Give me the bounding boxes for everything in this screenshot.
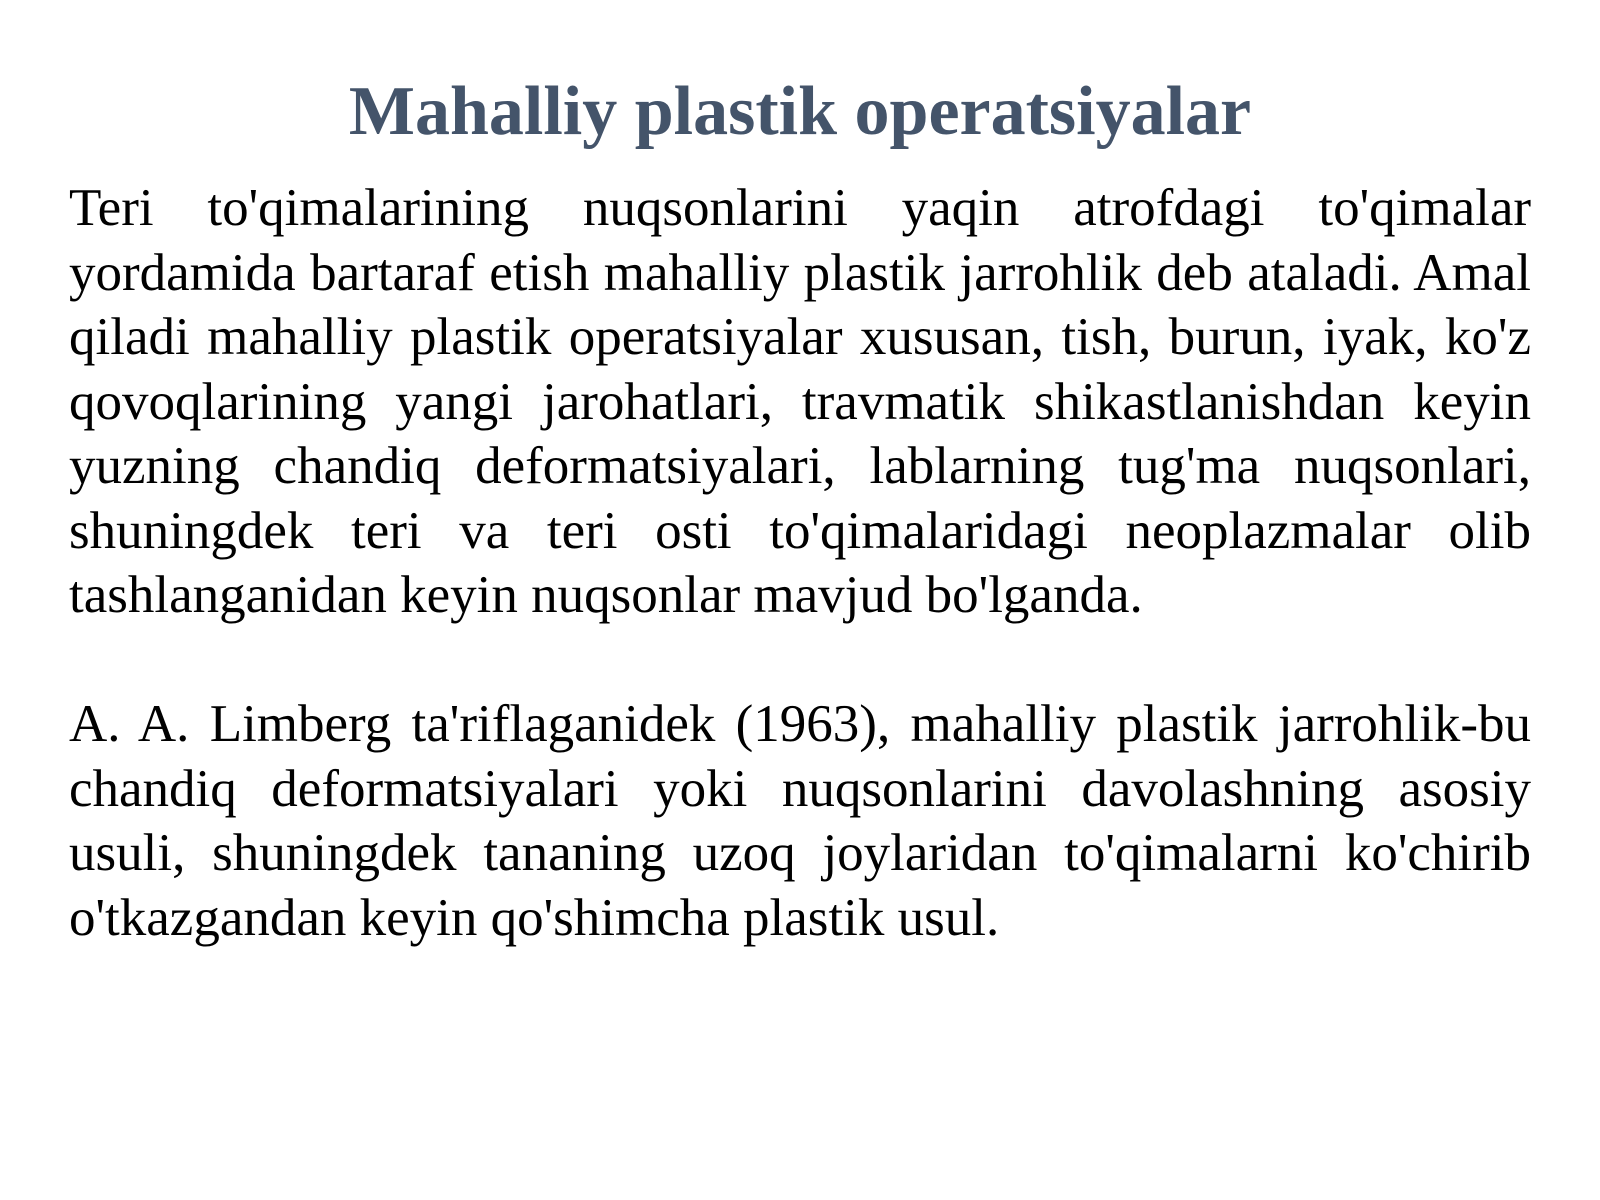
slide-title: Mahalliy plastik operatsiyalar — [348, 73, 1252, 150]
body-paragraph-2: A. A. Limberg ta'riflaganidek (1963), mahalliy plastik jarrohlik-bu chandiq deformatsiyalari yoki nuqsonlarini davolashning asosiy usuli, shuningdek tananing uzoq joylaridan to'qimalarni ko'chirib o'tkazgandan keyin qo'shimcha plastik usul. — [69, 695, 1531, 947]
body-paragraph-1: Teri to'qimalarining nuqsonlarini yaqin atrofdagi to'qimalar yordamida bartaraf etish mahalliy plastik jarrohlik deb ataladi. Amal qiladi mahalliy plastik operatsiyalar xususan, tish, burun, iyak, ko'z qovoqlarining yangi jarohatlari, travmatik shikastlanishdan keyin yuzning chandiq deformatsiyalari, lablarning tug'ma nuqsonlari, shuningdek teri va teri osti to'qimalaridagi neoplazmalar olib tashlanganidan keyin nuqsonlar mavjud bo'lganda. — [69, 179, 1531, 624]
slide-body — [69, 176, 1531, 950]
